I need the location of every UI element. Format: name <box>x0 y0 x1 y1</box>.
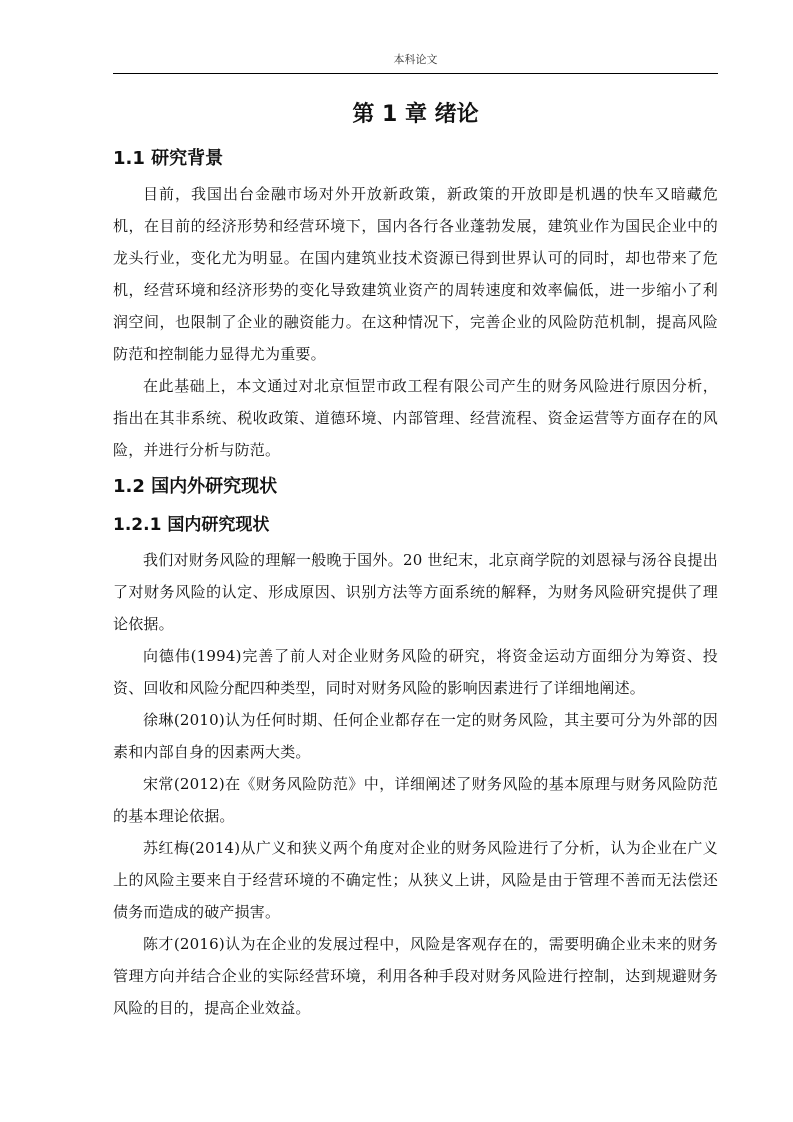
paragraph: 我们对财务风险的理解一般晚于国外。20 世纪末，北京商学院的刘恩禄与汤谷良提出了对财务风险的认定、形成原因、识别方法等方面系统的解释，为财务风险研究提供了理论依据。 <box>113 551 718 633</box>
header-rule <box>113 73 718 74</box>
paragraph: 向德伟(1994)完善了前人对企业财务风险的研究，将资金运动方面细分为筹资、投资、回收和风险分配四种类型，同时对财务风险的影响因素进行了详细地阐述。 <box>113 647 718 697</box>
section-heading-1-2: 1.2 国内外研究现状 <box>113 476 278 497</box>
chapter-title: 第 1 章 绪论 <box>352 102 479 127</box>
running-header: 本科论文 <box>393 53 438 66</box>
section-heading-1-1: 1.1 研究背景 <box>113 148 224 169</box>
subsection-heading-1-2-1: 1.2.1 国内研究现状 <box>113 515 270 535</box>
paragraph: 徐琳(2010)认为任何时期、任何企业都存在一定的财务风险，其主要可分为外部的因素和内部自身的因素两大类。 <box>113 711 718 761</box>
paragraph: 陈才(2016)认为在企业的发展过程中，风险是客观存在的，需要明确企业未来的财务管理方向并结合企业的实际经营环境，利用各种手段对财务风险进行控制，达到规避财务风险的目的，提高企业效益。 <box>113 935 718 1017</box>
paragraph: 在此基础上，本文通过对北京恒罡市政工程有限公司产生的财务风险进行原因分析，指出在其非系统、税收政策、道德环境、内部管理、经营流程、资金运营等方面存在的风险，并进行分析与防范。 <box>113 377 718 459</box>
body-content <box>113 140 718 1024</box>
paragraph: 目前，我国出台金融市场对外开放新政策，新政策的开放即是机遇的快车又暗藏危机，在目前的经济形势和经营环境下，国内各行各业蓬勃发展，建筑业作为国民企业中的龙头行业，变化尤为明显。在国内建筑业技术资源已得到世界认可的同时，却也带来了危机，经营环境和经济形势的变化导致建筑业资产的周转速度和效率偏低，进一步缩小了利润空间，也限制了企业的融资能力。在这种情况下，完善企业的风险防范机制，提高风险防范和控制能力显得尤为重要。 <box>113 185 718 363</box>
paragraph: 苏红梅(2014)从广义和狭义两个角度对企业的财务风险进行了分析，认为企业在广义上的风险主要来自于经营环境的不确定性；从狭义上讲，风险是由于管理不善而无法偿还债务而造成的破产损害。 <box>113 839 718 921</box>
paragraph: 宋常(2012)在《财务风险防范》中，详细阐述了财务风险的基本原理与财务风险防范的基本理论依据。 <box>113 775 718 825</box>
